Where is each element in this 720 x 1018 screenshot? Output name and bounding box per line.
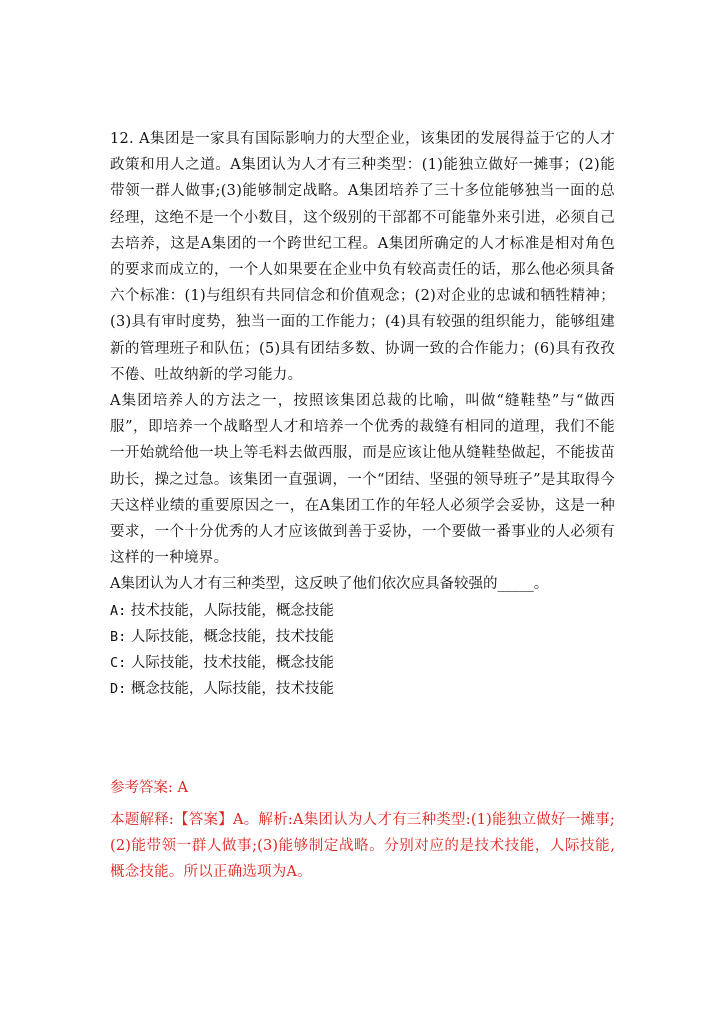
question-passage-1: 12. A集团是一家具有国际影响力的大型企业，该集团的发展得益于它的人才政策和用人之道。A集团认为人才有三种类型：(1)能独立做好一摊事；(2)能带领一群人做事;(3)能够制定战略。A集团培养了三十多位能够独当一面的总经理，这绝不是一个小数目，这个级别的干部都不可能靠外来引进，必须自己去培养，这是A集团的一个跨世纪工程。A集团所确定的人才标准是相对角色的要求而成立的，一个人如果要在企业中负有较高责任的话，那么他必须具备六个标准：(1)与组织有共同信念和价值观念；(2)对企业的忠诚和牺牲精神；(3)具有审时度势，独当一面的工作能力；(4)具有较强的组织能力，能够组建新的管理班子和队伍；(5)具有团结多数、协调一致的合作能力；(6)具有孜孜不倦、吐故纳新的学习能力。 <box>110 131 615 383</box>
answer-explanation: 本题解释:【答案】A。解析:A集团认为人才有三种类型:(1)能独立做好一摊事;(2)能带领一群人做事;(3)能够制定战略。分别对应的是技术技能，人际技能,概念技能。所以正确选项为A。 <box>110 812 615 880</box>
option-b <box>110 624 615 650</box>
option-c <box>110 650 615 676</box>
option-text: 概念技能，人际技能，技术技能 <box>126 681 334 698</box>
options-list <box>110 598 615 703</box>
option-letter: A: <box>110 602 127 619</box>
option-letter: D: <box>110 681 127 698</box>
option-text: 人际技能，概念技能，技术技能 <box>126 628 334 645</box>
option-text: 人际技能，技术技能，概念技能 <box>126 655 334 672</box>
option-d <box>110 676 615 702</box>
question-prompt: A集团认为人才有三种类型，这反映了他们依次应具备较强的_____。 <box>110 576 549 593</box>
option-letter: C: <box>110 655 127 672</box>
option-text: 技术技能，人际技能，概念技能 <box>126 602 334 619</box>
answer-block <box>110 775 615 885</box>
question-passage-2: A集团培养人的方法之一，按照该集团总裁的比喻，叫做“缝鞋垫”与“做西服”，即培养一个战略型人才和培养一个优秀的裁缝有相同的道理，我们不能一开始就给他一块上等毛料去做西服，而是应该让他从缝鞋垫做起，不能拔苗助长，操之过急。该集团一直强调，一个“团结、坚强的领导班子”是其取得今天这样业绩的重要原因之一，在A集团工作的年轻人必须学会妥协，这是一种要求，一个十分优秀的人才应该做到善于妥协，一个要做一番事业的人必须有这样的一种境界。 <box>110 393 615 567</box>
option-letter: B: <box>110 628 127 645</box>
option-a <box>110 598 615 624</box>
question-block <box>110 126 615 702</box>
reference-answer: 参考答案: A <box>110 780 188 796</box>
